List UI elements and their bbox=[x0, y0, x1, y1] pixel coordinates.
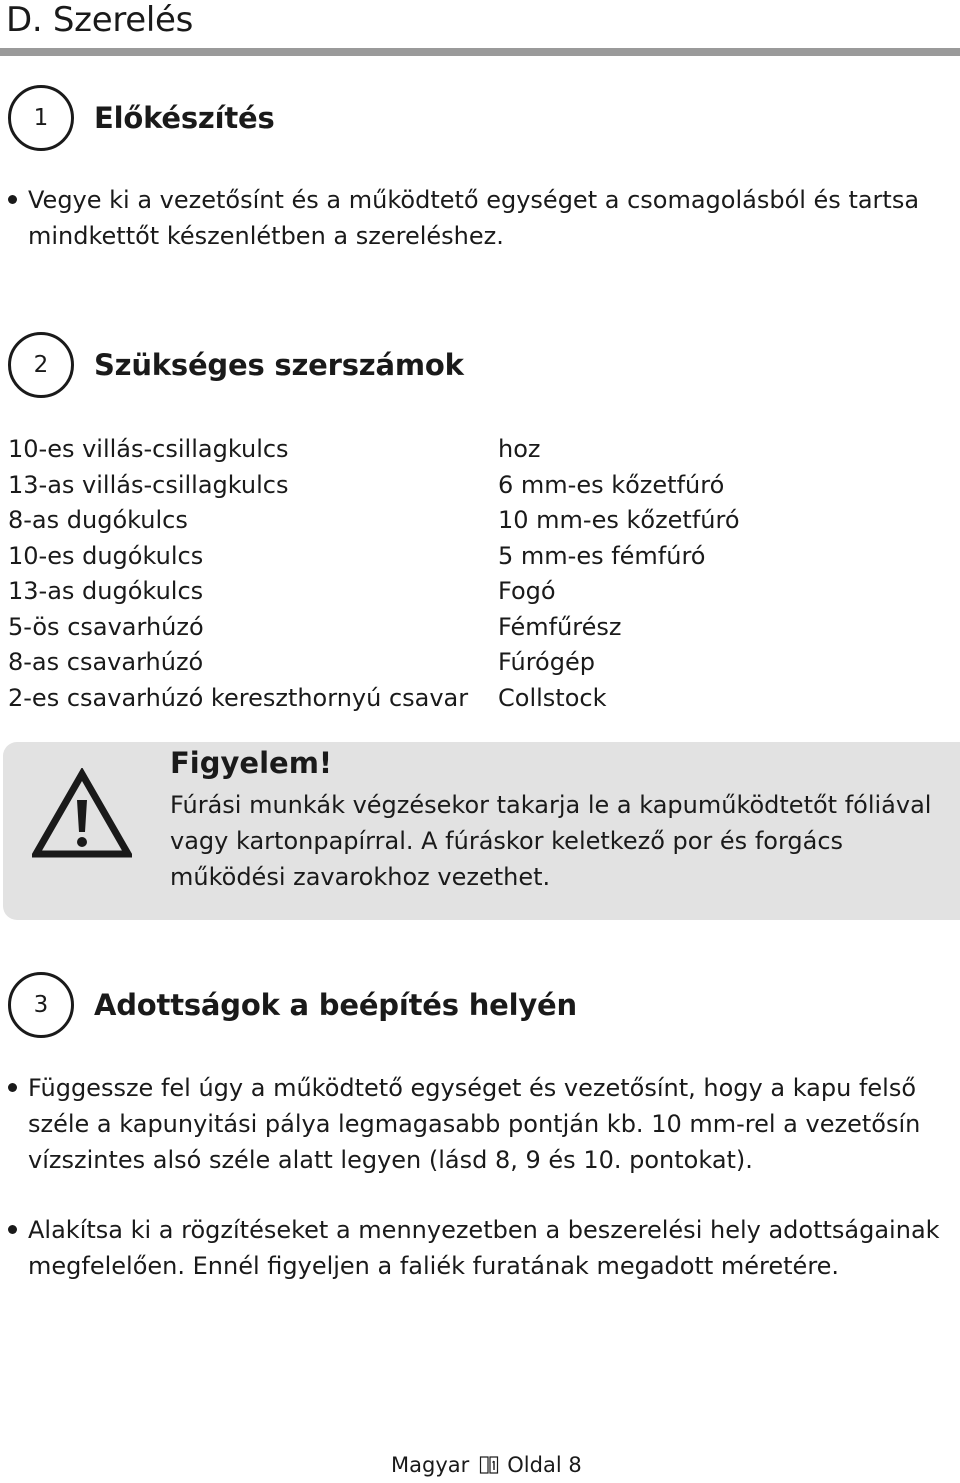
tool-item: 13-as dugókulcs bbox=[8, 577, 204, 605]
warning-title: Figyelem! bbox=[170, 746, 333, 780]
page-title: D. Szerelés bbox=[6, 0, 194, 40]
section-title: Előkészítés bbox=[94, 101, 275, 135]
footer-page-label: Oldal 8 bbox=[507, 1453, 582, 1477]
tool-item: 5 mm-es fémfúró bbox=[498, 541, 706, 570]
tool-item: 5-ös csavarhúzó bbox=[8, 612, 204, 641]
footer-language: Magyar bbox=[391, 1453, 470, 1477]
tool-item: 10 mm-es kőzetfúró bbox=[498, 506, 740, 534]
bullet-item: Függessze fel úgy a működtető egységet és vezetősínt, hogy a kapu felső széle a kapunyitási pálya legmagasabb pontján kb. 10 mm-rel a vezetősín vízszintes alsó széle alatt legyen (lásd 8, 9 és 10. pontokat). bbox=[6, 1070, 952, 1178]
tool-item: Collstock bbox=[498, 683, 607, 712]
section-title: Szükséges szerszámok bbox=[94, 348, 464, 382]
book-icon bbox=[479, 1455, 499, 1475]
tool-item: Fogó bbox=[498, 577, 556, 605]
bullet-item: Vegye ki a vezetősínt és a működtető egységet a csomagolásból és tartsa mindkettőt készenlétben a szereléshez. bbox=[6, 182, 952, 254]
section-3-heading bbox=[8, 969, 577, 1041]
section-number-badge: 3 bbox=[8, 972, 74, 1038]
warning-text: Fúrási munkák végzésekor takarja le a kapuműködtetőt fóliával vagy kartonpapírral. A fúráskor keletkező por és forgács működési zavarokhoz vezethet. bbox=[170, 791, 932, 891]
bullet-item: Alakítsa ki a rögzítéseket a mennyezetben a beszerelési hely adottságainak megfelelően. Ennél figyeljen a faliék furatának megadott méretére. bbox=[6, 1212, 952, 1284]
tool-item: Fúrógép bbox=[498, 648, 595, 676]
section-2-heading bbox=[8, 329, 464, 401]
tool-item: 2-es csavarhúzó kereszthornyú csavar bbox=[8, 683, 469, 712]
tool-item: hoz bbox=[498, 435, 541, 463]
tools-list-right bbox=[498, 432, 740, 716]
tool-item: 10-es villás-csillagkulcs bbox=[8, 435, 289, 463]
tool-item: 8-as dugókulcs bbox=[8, 506, 188, 534]
tool-item: 6 mm-es kőzetfúró bbox=[498, 470, 725, 499]
tool-item: Fémfűrész bbox=[498, 612, 622, 641]
tool-item: 8-as csavarhúzó bbox=[8, 648, 204, 676]
section-number-badge: 1 bbox=[8, 85, 74, 151]
page-header bbox=[0, 0, 960, 56]
section-1-heading bbox=[8, 82, 275, 154]
warning-triangle-icon bbox=[32, 768, 132, 858]
tool-item: 13-as villás-csillagkulcs bbox=[8, 470, 289, 499]
section-title: Adottságok a beépítés helyén bbox=[94, 988, 577, 1022]
tool-item: 10-es dugókulcs bbox=[8, 541, 204, 570]
section-number-badge: 2 bbox=[8, 332, 74, 398]
tools-list-left bbox=[8, 432, 468, 716]
page-footer bbox=[391, 1453, 582, 1477]
